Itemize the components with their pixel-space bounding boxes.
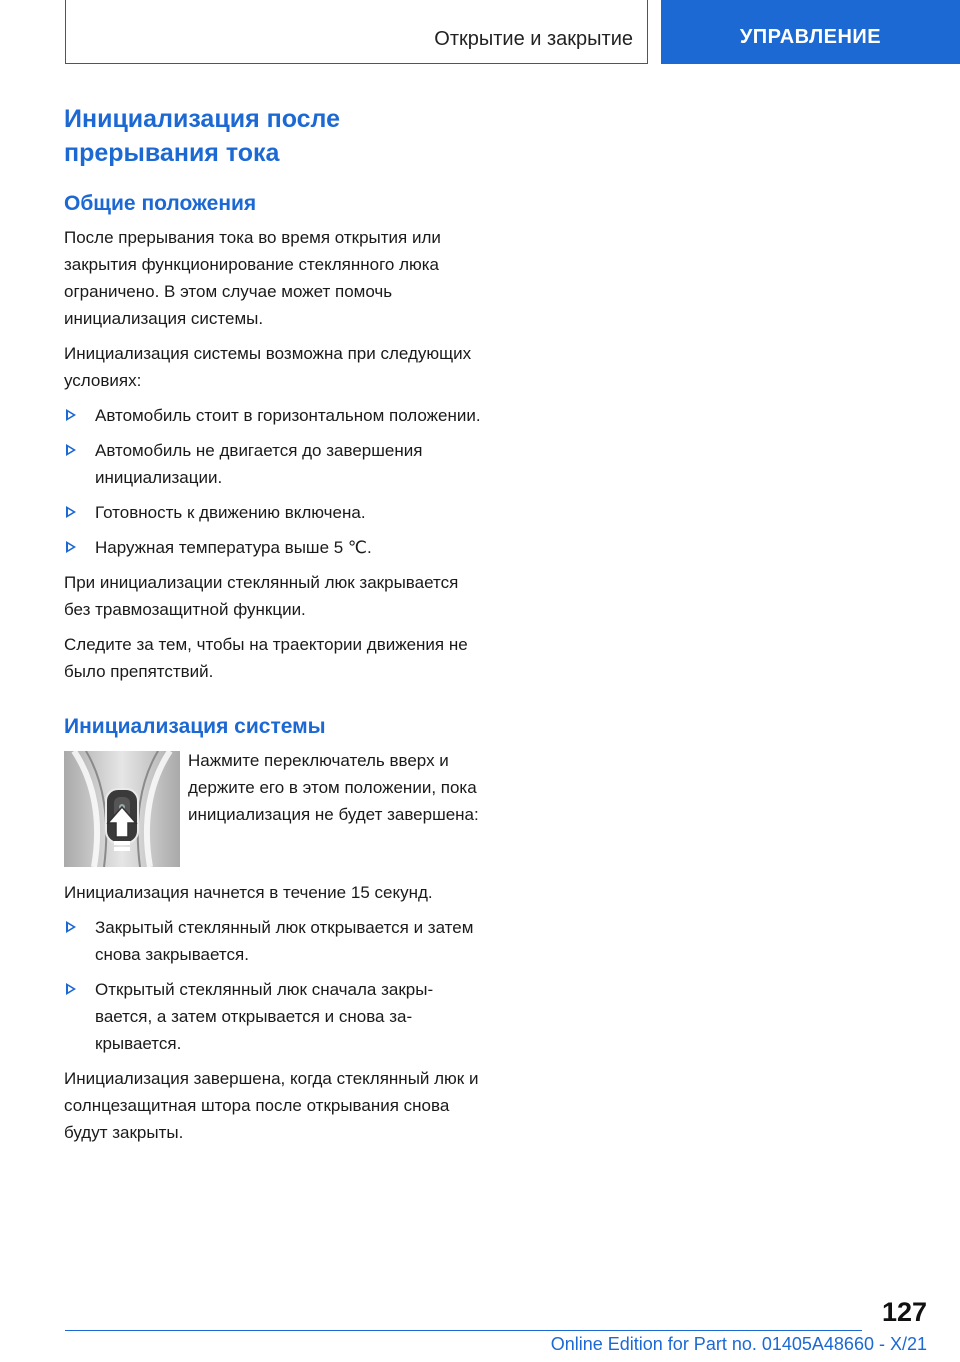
paragraph: Инициализация начнется в течение 15 секунд. [64, 883, 433, 902]
footer-divider [65, 1330, 862, 1331]
paragraph: Инициализация завершена, когда стеклянный люк и солнцезащитная штора после открывания снова будут закрыты. [64, 1069, 479, 1142]
conditions-list [64, 402, 484, 561]
triangle-bullet-icon [66, 444, 76, 456]
triangle-bullet-icon [66, 506, 76, 518]
list-item: Открытый стеклянный люк сначала закрывается, а затем открывается и снова закрывается. [64, 976, 484, 1057]
page-title: Инициализация после прерывания тока [64, 105, 341, 167]
roof-switch-illustration [64, 751, 180, 867]
list-item: Наружная температура выше 5 ℃. [64, 534, 484, 561]
paragraph: При инициализации стеклянный люк закрывается без травмозащитной функции. [64, 573, 459, 619]
list-item: Автомобиль не двигается до завершения инициализации. [64, 437, 484, 491]
chapter-tab[interactable]: УПРАВЛЕНИЕ [661, 0, 960, 64]
page-content [64, 102, 484, 1154]
paragraph: Инициализация системы возможна при следующих условиях: [64, 344, 472, 390]
list-item: Автомобиль стоит в горизонтальном положении. [64, 402, 484, 429]
page-number: 127 [881, 1297, 927, 1327]
steps-list [64, 914, 484, 1057]
section-title: Открытие и закрытие [434, 28, 633, 50]
triangle-bullet-icon [66, 541, 76, 553]
section-heading-init: Инициализация системы [64, 715, 326, 738]
triangle-bullet-icon [66, 921, 76, 933]
triangle-bullet-icon [66, 983, 76, 995]
list-item: Закрытый стеклянный люк открывается и затем снова закрывается. [64, 914, 484, 968]
list-item: Готовность к движению включена. [64, 499, 484, 526]
header-frame [65, 0, 648, 64]
paragraph: Следите за тем, чтобы на траектории движения не было препятствий. [64, 635, 468, 681]
edition-footer: Online Edition for Part no. 01405A48660 - X/21 [550, 1334, 927, 1354]
figure-row [64, 747, 484, 867]
paragraph: После прерывания тока во время открытия или закрытия функционирование стеклянного люка ограничено. В этом случае может помочь инициализация системы. [64, 228, 441, 328]
triangle-bullet-icon [66, 409, 76, 421]
section-heading-general: Общие положения [64, 192, 257, 215]
figure-caption: Нажмите переключатель вверх и держите его в этом положении, пока инициализация не будет завершена: [188, 751, 479, 824]
